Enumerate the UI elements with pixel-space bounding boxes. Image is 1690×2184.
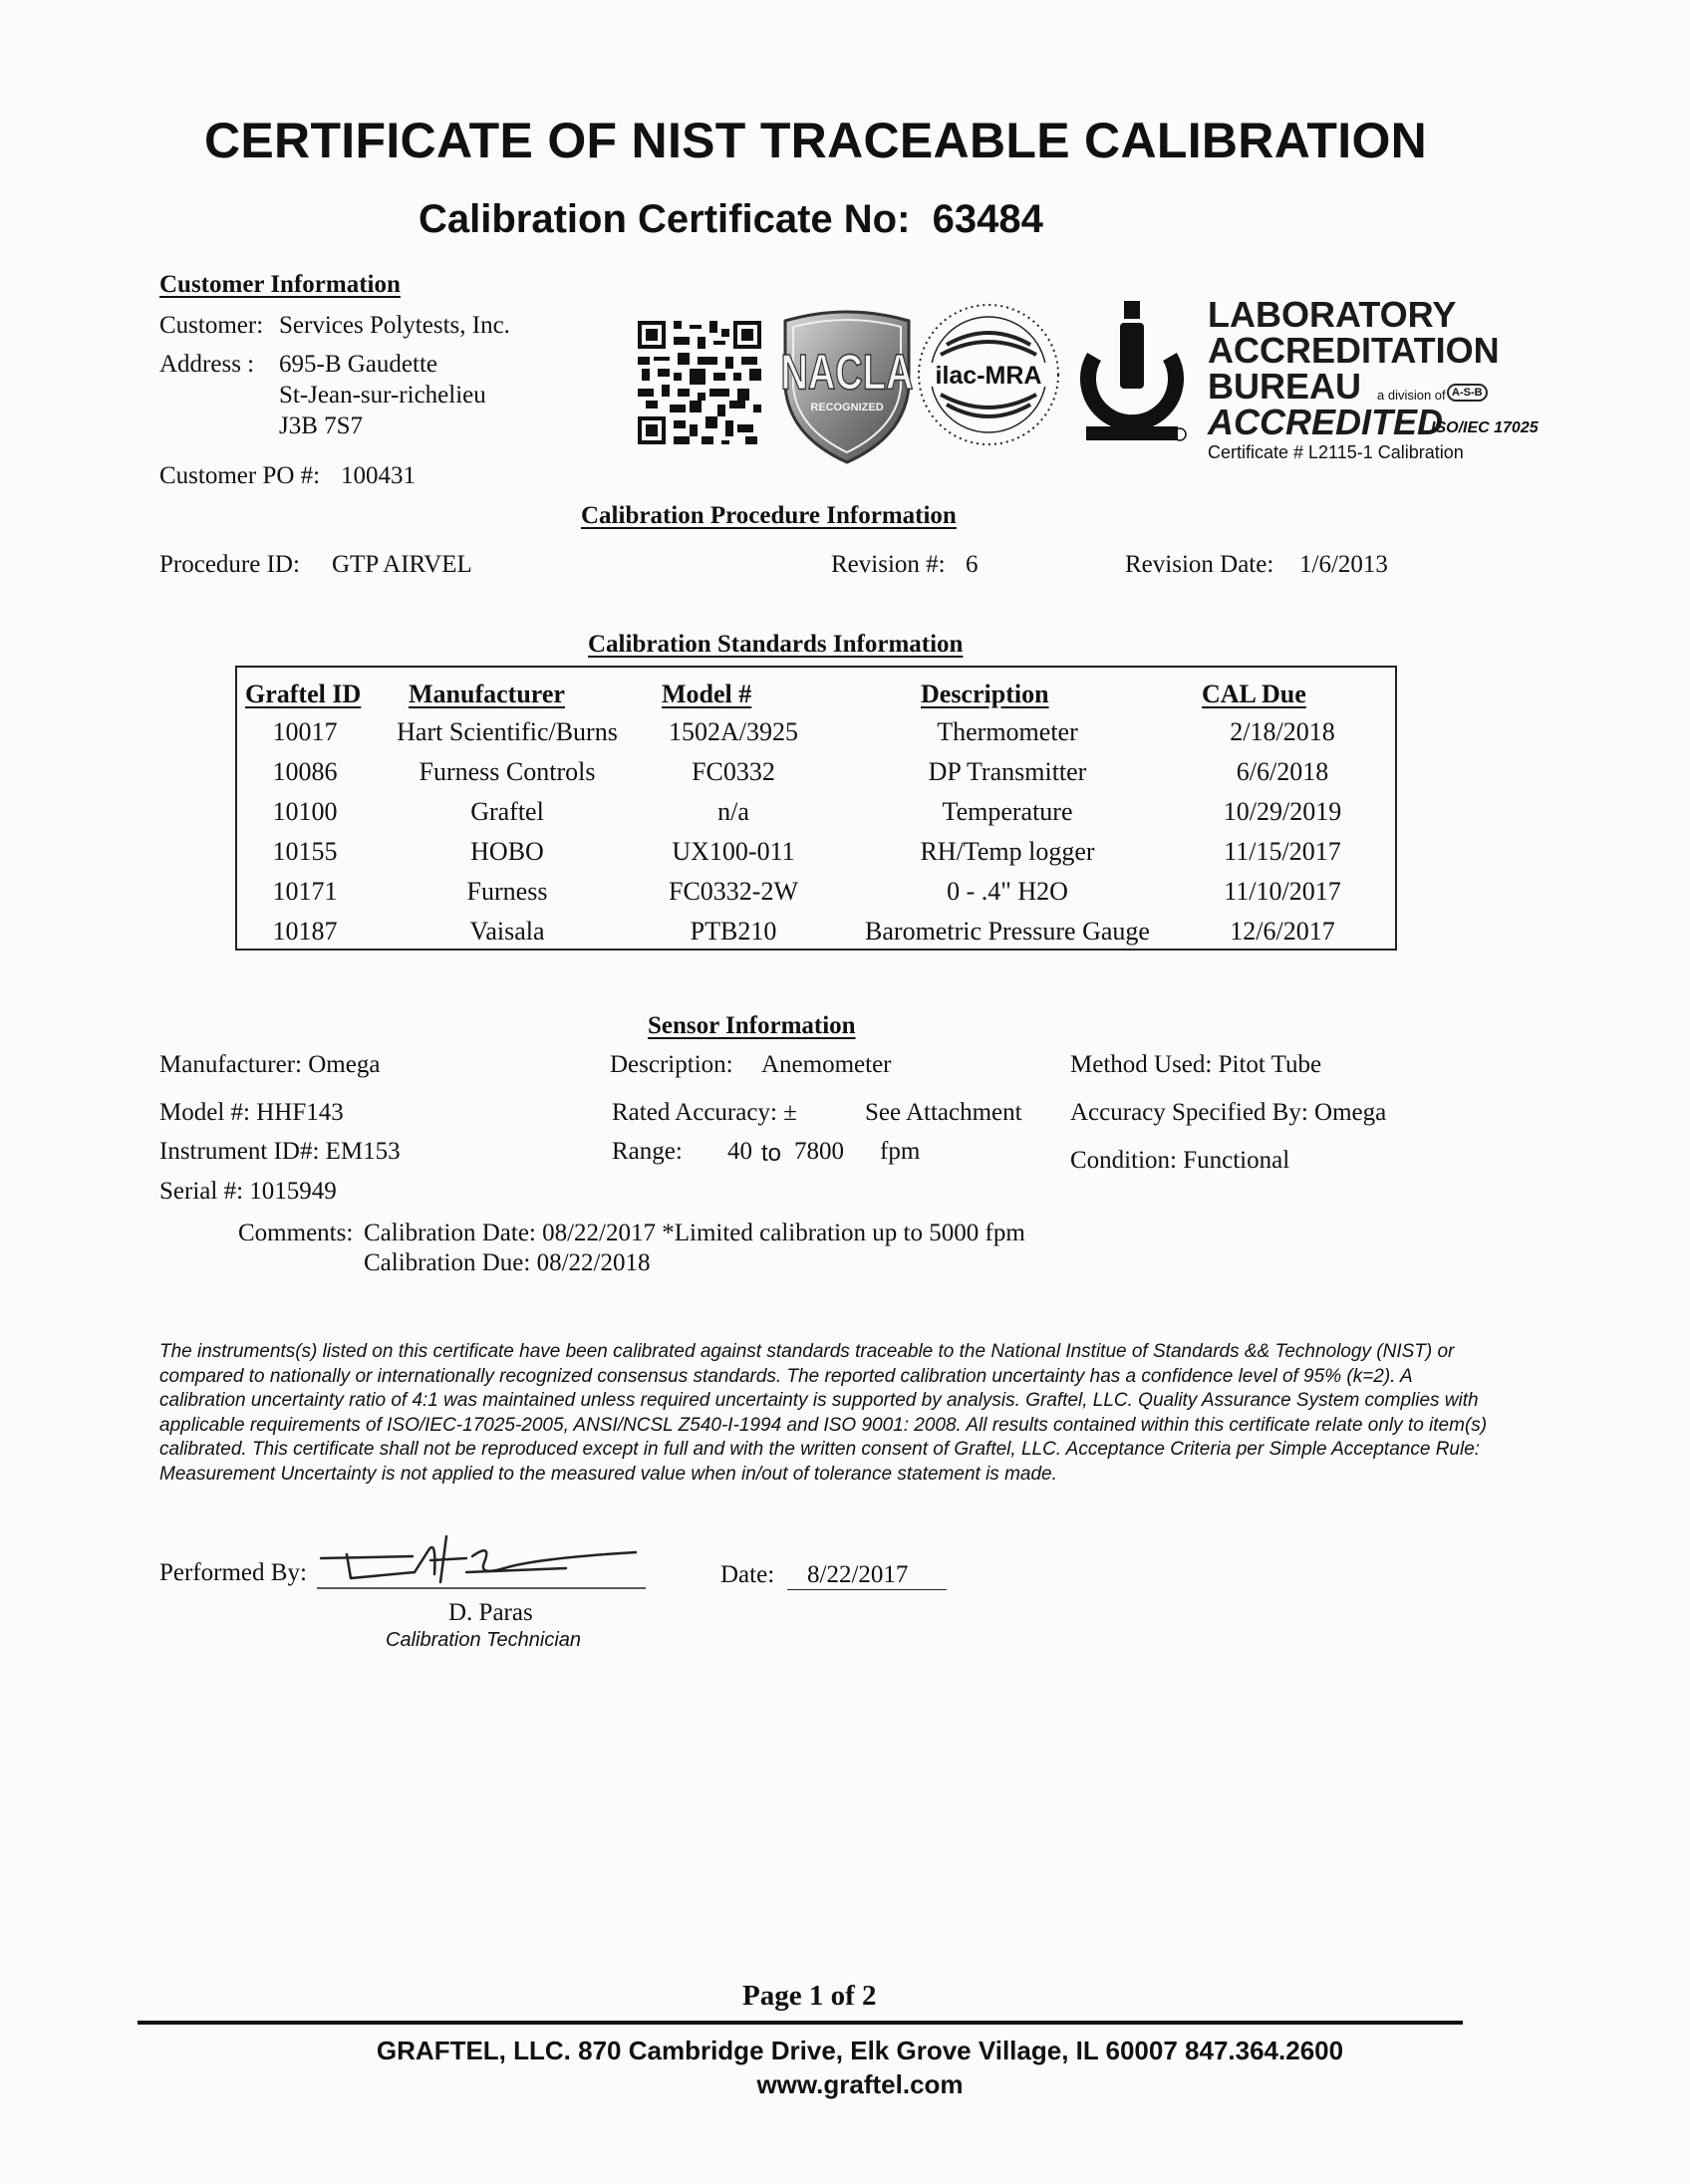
table-cell: DP Transmitter [928, 757, 1087, 786]
sensor-rated-accuracy-label: Rated Accuracy: ± [612, 1099, 797, 1126]
asb-badge: A-S-B [1447, 384, 1488, 402]
table-cell: Furness [466, 877, 548, 906]
technician-name: D. Paras [448, 1599, 533, 1626]
col-header-cal-due: CAL Due [1202, 680, 1306, 708]
sensor-range-to: to [761, 1140, 782, 1167]
nacla-shield-icon [777, 307, 917, 466]
sensor-condition: Condition: Functional [1070, 1147, 1290, 1174]
address-line-2: St-Jean-sur-richelieu [279, 382, 486, 409]
lab-line-2: ACCREDITATION [1208, 330, 1500, 371]
procedure-id-value: GTP AIRVEL [332, 551, 472, 578]
sensor-model: Model #: HHF143 [159, 1099, 344, 1126]
table-cell: 12/6/2017 [1230, 917, 1335, 946]
sensor-accuracy-specified-by: Accuracy Specified By: Omega [1070, 1099, 1387, 1126]
sensor-description-value: Anemometer [761, 1051, 892, 1078]
table-cell: 6/6/2018 [1236, 757, 1329, 786]
nacla-recognized-text: RECOGNIZED [810, 402, 884, 413]
signature-icon [317, 1532, 652, 1592]
footer-website: www.graftel.com [756, 2069, 964, 2099]
lab-accredited: ACCREDITED [1208, 402, 1444, 442]
ilac-mra-text: ilac-MRA [935, 362, 1042, 390]
disclaimer-text: The instruments(s) listed on this certificate have been calibrated against standards traceable to the National Institue of Standards && Technology (NIST) or compared to nationally or internationally recognized consensus standards. The reported calibration uncertainty has a confidence level of 95% (k=2). A calibration uncertainty ratio of 4:1 was maintained unless required uncertainty is supported by analysis. Graftel, LLC. Quality Assurance System complies with applicable requirements of ISO/IEC-17025-2005, ANSI/NCSL Z540-I-1994 and ISO 9001: 2008. All results contained within this certificate relate only to item(s) calibrated. This certificate shall not be reproduced except in full and with the written consent of Graftel, LLC. Acceptance Criteria per Simple Acceptance Rule: Measurement Uncertainty is not applied to the measured value when in/out of tolerance statement is made. [159, 1341, 1488, 1485]
revision-date-value: 1/6/2013 [1299, 551, 1388, 578]
table-cell: Vaisala [469, 917, 545, 946]
sensor-method: Method Used: Pitot Tube [1070, 1051, 1322, 1078]
table-cell: 0 - .4" H2O [947, 877, 1068, 906]
lab-line-1: LABORATORY [1208, 294, 1457, 335]
table-cell: 11/10/2017 [1224, 877, 1341, 906]
certificate-number: 63484 [932, 197, 1043, 241]
sensor-range-label: Range: [612, 1138, 683, 1165]
table-cell: PTB210 [690, 917, 777, 946]
sensor-range-low: 40 [727, 1138, 752, 1165]
table-cell: FC0332 [692, 757, 775, 786]
page-number: Page 1 of 2 [742, 1980, 877, 2012]
customer-label: Customer: [159, 312, 264, 339]
comments-line-1: Calibration Date: 08/22/2017 *Limited calibration up to 5000 fpm [364, 1220, 1025, 1246]
procedure-id-label: Procedure ID: [159, 551, 300, 578]
sensor-rated-accuracy-value: See Attachment [865, 1099, 1022, 1126]
revision-value: 6 [966, 551, 979, 578]
table-cell: HOBO [470, 837, 544, 866]
table-cell: UX100-011 [672, 837, 795, 866]
ilac-mra-icon [915, 301, 1062, 448]
revision-date-label: Revision Date: [1125, 551, 1274, 578]
table-cell: Graftel [470, 797, 544, 826]
technician-role: Calibration Technician [386, 1629, 582, 1651]
comments-line-2: Calibration Due: 08/22/2018 [364, 1249, 651, 1276]
table-cell: 1502A/3925 [669, 717, 798, 746]
table-cell: 10100 [272, 797, 338, 826]
certificate-title: CERTIFICATE OF NIST TRACEABLE CALIBRATION [204, 113, 1428, 168]
procedure-heading: Calibration Procedure Information [581, 502, 957, 529]
col-header-description: Description [921, 680, 1049, 708]
address-line-1: 695-B Gaudette [279, 351, 437, 378]
sensor-range-high: 7800 [794, 1138, 844, 1165]
table-cell: FC0332-2W [669, 877, 798, 906]
customer-po-value: 100431 [341, 462, 416, 489]
lab-certificate-number: Certificate # L2115-1 Calibration [1208, 442, 1464, 462]
nacla-text: NACLA [780, 345, 914, 401]
certificate-number-label: Calibration Certificate No: [419, 197, 911, 241]
col-header-manufacturer: Manufacturer [409, 680, 565, 708]
col-header-graftel-id: Graftel ID [245, 680, 362, 708]
table-cell: Temperature [942, 797, 1073, 826]
table-cell: 11/15/2017 [1224, 837, 1341, 866]
sensor-heading: Sensor Information [648, 1012, 856, 1039]
col-header-model: Model # [662, 680, 752, 708]
table-cell: Barometric Pressure Gauge [865, 917, 1150, 946]
table-cell: RH/Temp logger [920, 837, 1095, 866]
revision-label: Revision #: [831, 551, 946, 578]
date-label: Date: [720, 1561, 775, 1588]
table-cell: Thermometer [937, 717, 1078, 746]
performed-by-label: Performed By: [159, 1559, 307, 1586]
table-cell: n/a [717, 797, 749, 826]
customer-name: Services Polytests, Inc. [279, 312, 510, 339]
table-cell: Furness Controls [419, 757, 596, 786]
table-cell: 10017 [272, 717, 338, 746]
date-value: 8/22/2017 [787, 1561, 947, 1590]
table-cell: 10155 [272, 837, 338, 866]
table-cell: 2/18/2018 [1230, 717, 1335, 746]
table-cell: 10187 [272, 917, 338, 946]
lab-iso: ISO/IEC 17025 [1431, 419, 1539, 436]
standards-table [235, 666, 1397, 951]
table-cell: Hart Scientific/Burns [397, 717, 618, 746]
standards-heading: Calibration Standards Information [588, 631, 964, 658]
footer-divider [138, 2021, 1463, 2025]
sensor-instrument-id: Instrument ID#: EM153 [159, 1138, 401, 1165]
footer-company-address: GRAFTEL, LLC. 870 Cambridge Drive, Elk Grove Village, IL 60007 847.364.2600 [376, 2036, 1344, 2065]
address-line-3: J3B 7S7 [279, 412, 364, 439]
table-cell: 10/29/2019 [1223, 797, 1342, 826]
sensor-description-label: Description: [610, 1051, 733, 1078]
lab-line-3: BUREAU [1208, 366, 1362, 407]
lab-microscope-icon [1076, 299, 1188, 444]
sensor-range-unit: fpm [880, 1138, 921, 1165]
table-cell: 10086 [272, 757, 338, 786]
table-cell: 10171 [272, 877, 338, 906]
customer-info-heading: Customer Information [159, 271, 401, 298]
sensor-serial: Serial #: 1015949 [159, 1178, 337, 1205]
customer-po-label: Customer PO #: [159, 462, 321, 489]
address-label: Address : [159, 351, 255, 378]
comments-label: Comments: [238, 1220, 354, 1246]
certificate-number-line [419, 197, 1043, 242]
lab-division-text: a division of [1377, 388, 1446, 403]
sensor-manufacturer: Manufacturer: Omega [159, 1051, 381, 1078]
qr-code-icon [638, 321, 761, 444]
